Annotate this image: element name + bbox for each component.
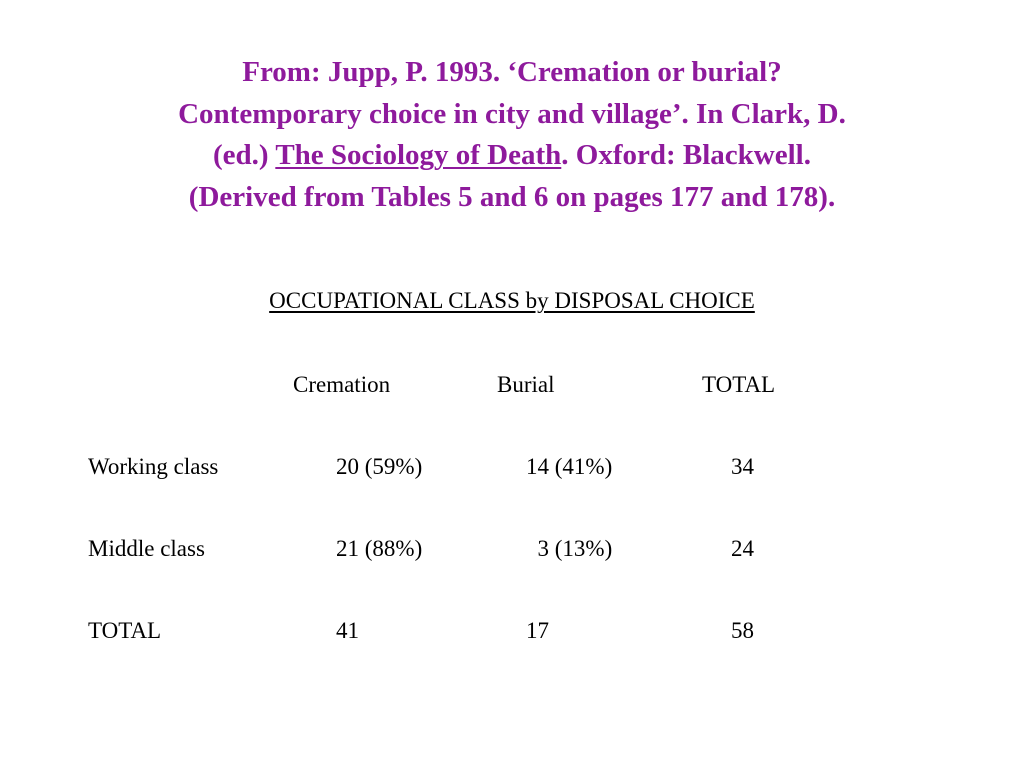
header-burial: Burial: [497, 372, 555, 397]
citation-block: [40, 52, 984, 218]
table-title: OCCUPATIONAL CLASS by DISPOSAL CHOICE: [269, 288, 755, 313]
cell-total-total: 58: [731, 618, 754, 643]
cell-total-cremation: 41: [336, 618, 359, 643]
cell-working-total: 34: [731, 454, 754, 479]
citation-line-4: (Derived from Tables 5 and 6 on pages 177 and 178).: [188, 180, 836, 213]
cell-total-burial: 17: [526, 618, 549, 643]
cell-working-burial: 14 (41%): [526, 454, 613, 479]
cell-middle-burial: 3 (13%): [526, 536, 613, 561]
header-cremation: Cremation: [293, 372, 391, 397]
row-label-working-class: Working class: [88, 454, 219, 479]
citation-line-3: [40, 135, 984, 177]
header-total: TOTAL: [702, 372, 776, 397]
cell-middle-cremation: 21 (88%): [336, 536, 423, 561]
citation-line-3-prefix: (ed.): [213, 139, 276, 171]
row-label-total: TOTAL: [88, 618, 162, 643]
citation-line-3-suffix: . Oxford: Blackwell.: [561, 139, 811, 171]
cell-working-cremation: 20 (59%): [336, 454, 423, 479]
book-title: The Sociology of Death: [275, 139, 562, 171]
citation-line-1: From: Jupp, P. 1993. ‘Cremation or burial?: [242, 56, 782, 88]
cell-middle-total: 24: [731, 536, 754, 561]
row-label-middle-class: Middle class: [88, 536, 205, 561]
citation-line-2: Contemporary choice in city and village’. In Clark, D.: [178, 97, 846, 130]
